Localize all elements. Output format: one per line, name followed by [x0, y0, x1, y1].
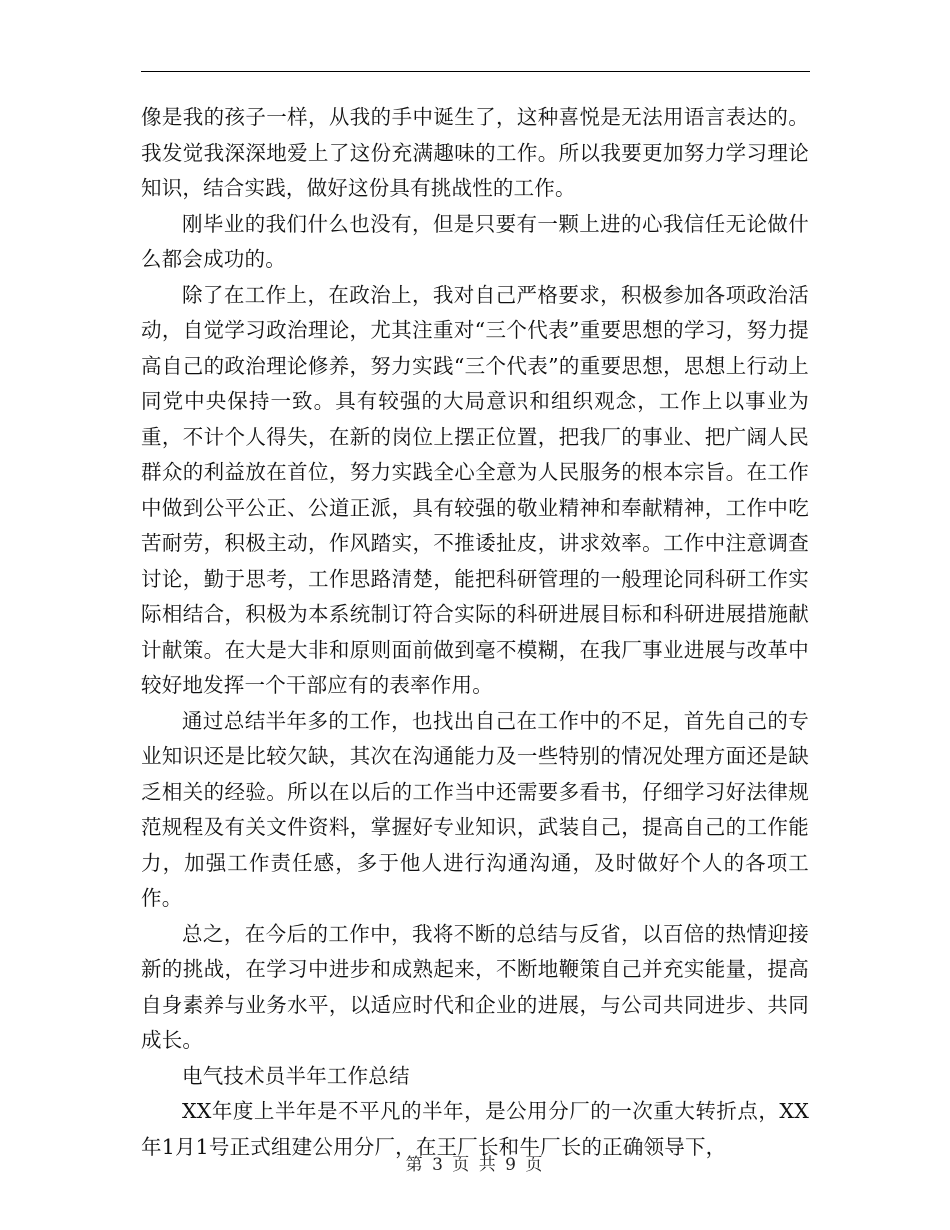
paragraph: XX年度上半年是不平凡的半年，是公用分厂的一次重大转折点，XX年1月1号正式组建公用分厂，在王厂长和牛厂长的正确领导下， — [141, 1099, 809, 1159]
paragraph: 总之，在今后的工作中，我将不断的总结与反省，以百倍的热情迎接新的挑战，在学习中进步和成熟起来，不断地鞭策自己并充实能量，提高自身素养与业务水平，以适应时代和企业的进展，与公司共同进步、共同成长。 — [141, 921, 809, 1052]
header-rule — [141, 71, 810, 72]
paragraph: 刚毕业的我们什么也没有，但是只要有一颗上进的心我信任无论做什么都会成功的。 — [141, 211, 809, 271]
section-title: 电气技术员半年工作总结 — [182, 1063, 410, 1088]
paragraph-continuation: 像是我的孩子一样，从我的手中诞生了，这种喜悦是无法用语言表达的。我发觉我深深地爱上了这份充满趣味的工作。所以我要更加努力学习理论知识，结合实践，做好这份具有挑战性的工作。 — [141, 105, 809, 200]
document-body — [141, 100, 809, 1165]
page-number-footer: 第 3 页 共 9 页 — [405, 1155, 545, 1175]
paragraph: 除了在工作上，在政治上，我对自己严格要求，积极参加各项政治活动，自觉学习政治理论，尤其注重对“三个代表”重要思想的学习，努力提高自己的政治理论修养，努力实践“三个代表”的重要思想，思想上行动上同党中央保持一致。具有较强的大局意识和组织观念，工作上以事业为重，不计个人得失，在新的岗位上摆正位置，把我厂的事业、把广阔人民群众的利益放在首位，努力实践全心全意为人民服务的根本宗旨。在工作中做到公平公正、公道正派，具有较强的敬业精神和奉献精神，工作中吃苦耐劳，积极主动，作风踏实，不推诿扯皮，讲求效率。工作中注意调查讨论，勤于思考，工作思路清楚，能把科研管理的一般理论同科研工作实际相结合，积极为本系统制订符合实际的科研进展目标和科研进展措施献计献策。在大是大非和原则面前做到毫不模糊，在我厂事业进展与改革中较好地发挥一个干部应有的表率作用。 — [141, 282, 809, 697]
paragraph: 通过总结半年多的工作，也找出自己在工作中的不足，首先自己的专业知识还是比较欠缺，其次在沟通能力及一些特别的情况处理方面还是缺乏相关的经验。所以在以后的工作当中还需要多看书，仔细学习好法律规范规程及有关文件资料，掌握好专业知识，武装自己，提高自己的工作能力，加强工作责任感，多于他人进行沟通沟通，及时做好个人的各项工作。 — [141, 708, 809, 910]
